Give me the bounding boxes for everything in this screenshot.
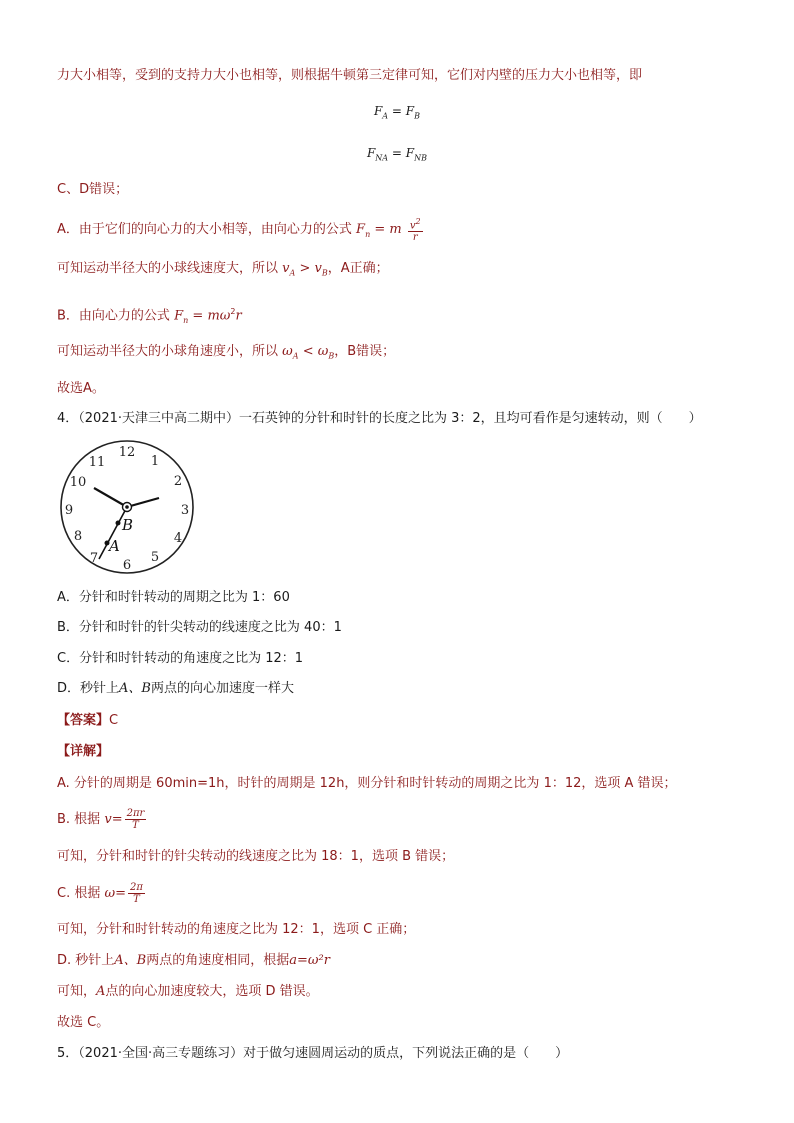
question-5: 5．（2021·全国·高三专题练习）对于做匀速圆周运动的质点，下列说法正确的是（ ） (57, 1046, 569, 1061)
option-c: C．分针和时针转动的角速度之比为 12：1 (57, 651, 304, 666)
clock-number-3: 3 (180, 503, 190, 518)
detail-d-conclusion: 可知，A点的向心加速度较大，选项 D 错误。 (57, 984, 319, 999)
clock-number-2: 2 (173, 474, 183, 489)
clock-number-9: 9 (64, 503, 74, 518)
text-line-cd-wrong: C、D错误； (57, 182, 129, 197)
detail-c-conclusion: 可知，分针和时针转动的角速度之比为 12：1，选项 C 正确； (57, 922, 416, 937)
detail-b-conclusion: 可知，分针和时针的针尖转动的线速度之比为 18：1，选项 B 错误； (57, 849, 455, 864)
detail-heading: 【详解】 (57, 744, 110, 759)
equation-fna-fnb: $F_{NA} = F_{NB}$ (366, 146, 428, 163)
clock-number-10: 10 (69, 475, 87, 490)
equation-fa-fb: $F_A = F_B$ (373, 104, 421, 121)
detail-choose-c: 故选 C。 (57, 1015, 110, 1030)
option-b: B．分针和时针的针尖转动的线速度之比为 40：1 (57, 620, 342, 635)
text-line-velocity: 可知运动半径大的小球线速度大，所以 $v_A > v_B$，A正确； (57, 261, 389, 278)
point-b-dot (116, 521, 121, 526)
option-a: A．分针和时针转动的周期之比为 1：60 (57, 590, 290, 605)
text-line-1: 力大小相等，受到的支持力大小也相等，则根据牛顿第三定律可知，它们对内壁的压力大小也相等，即 (57, 68, 643, 83)
fraction-2pi-t: $\frac{2\pi}{T}$ (130, 882, 143, 905)
fraction-v2-r: $\frac{v^2}{r}$ (409, 217, 421, 244)
clock-number-7: 7 (89, 551, 99, 566)
clock-number-11: 11 (88, 455, 106, 470)
clock-number-5: 5 (150, 550, 160, 565)
question-4: 4．（2021·天津三中高二期中）一石英钟的分针和时针的长度之比为 3：2，且均可看作是匀速转动，则（ ） (57, 411, 702, 426)
text-line-option-a-explain: A．由于它们的向心力的大小相等，由向心力的公式 $F_n = m$ $\frac{v^2}{r}$ (57, 217, 421, 244)
clock-center-dot (125, 505, 129, 509)
detail-b: B. 根据 v= $\frac{2\pi r}{T}$ (57, 808, 145, 831)
text-line-option-b-explain: B．由向心力的公式 $F_n = m\omega^2r$ (57, 307, 242, 325)
answer-line: 【答案】C (57, 713, 119, 728)
point-b-label: B (122, 516, 134, 534)
clock-number-12: 12 (118, 445, 136, 460)
clock-number-8: 8 (73, 529, 83, 544)
clock-number-6: 6 (122, 558, 132, 573)
detail-d: D. 秒针上A、B两点的角速度相同，根据a=ω²r (57, 953, 330, 968)
point-a-label: A (109, 537, 120, 555)
clock-figure (58, 438, 198, 578)
text-line-choose-a: 故选A。 (57, 381, 105, 396)
detail-c: C. 根据 ω= $\frac{2\pi}{T}$ (57, 882, 143, 905)
fraction-2pir-t: $\frac{2\pi r}{T}$ (126, 808, 145, 831)
clock-number-4: 4 (173, 531, 183, 546)
clock-number-1: 1 (150, 454, 160, 469)
detail-a: A. 分针的周期是 60min=1h，时针的周期是 12h，则分针和时针转动的周期之比为 1：12，选项 A 错误； (57, 776, 677, 791)
option-d: D．秒针上A、B两点的向心加速度一样大 (57, 681, 294, 696)
hour-hand (94, 488, 127, 507)
text-line-angular: 可知运动半径大的小球角速度小，所以 $\omega_A < \omega_B$，B错误； (57, 344, 396, 361)
